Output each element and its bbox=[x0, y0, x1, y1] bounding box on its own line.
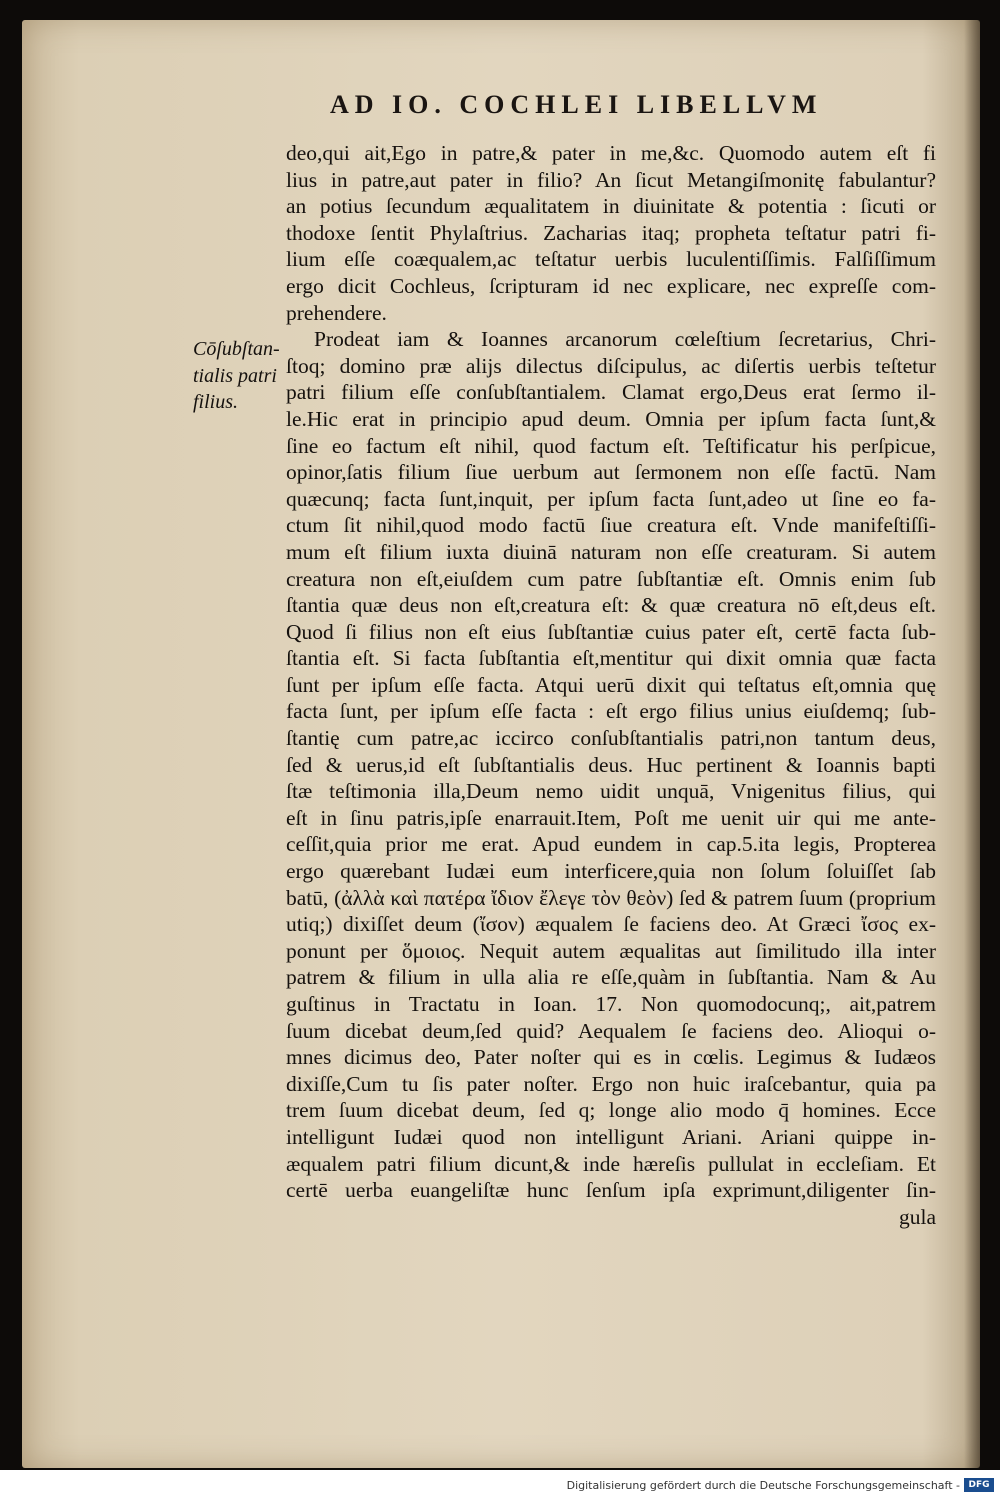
text-line: prehendere. bbox=[286, 300, 387, 325]
text-line: lium eſſe coæqualem,ac teſtatur uerbis luculentiſſimis. Falſiſſimum bbox=[286, 247, 936, 272]
text-line: ſtoq; domino præ aliјs dilectus diſcipulus, ac diſertis uerbis teſtetur bbox=[286, 353, 936, 378]
text-line: ergo dicit Cochleus, ſcripturam id nec explicare, nec expreſſe com- bbox=[286, 273, 936, 298]
text-line: batū, (ἀλλὰ καὶ πατέρα ἴδιον ἔλεγε τὸν θεὸν) ſed & patrem ſuum (proprium bbox=[286, 885, 936, 910]
text-line: trem ſuum dicebat deum, ſed q; longe alio modo q̄ homines. Ecce bbox=[286, 1098, 936, 1123]
text-line: æqualem patri filium dicunt,& inde hæreſis pullulat in eccleſiam. Et bbox=[286, 1151, 936, 1176]
text-line: ponunt per ὅμοιος. Nequit autem æqualitas aut ſimilitudo illa inter bbox=[286, 938, 936, 963]
text-line: ceſſit,quia prior me erat. Apud eundem in cap.5.ita legis, Propterea bbox=[286, 832, 936, 857]
text-line: ſtantię cum patre,ac iccirco conſubſtantialis patri,non tantum deus, bbox=[286, 726, 936, 751]
text-line: ſed & uerus,id eſt ſubſtantialis deus. Huc pertinent & Ioannis bapti bbox=[286, 752, 936, 777]
text-line: lius in patre,aut pater in filio? An ſicut Metangiſmonitę fabulantur? bbox=[286, 167, 936, 192]
text-line: ctum ſit nihil,quod modo factū ſiue creatura eſt. Vnde manifeſtiſſi- bbox=[286, 513, 936, 538]
text-line: patrem & filium in ulla alia re eſſe,quàm in ſubſtantia. Nam & Au bbox=[286, 965, 936, 990]
text-line: patri filium eſſe conſubſtantialem. Clamat ergo,Deus erat ſermo il- bbox=[286, 380, 936, 405]
text-line: quæcunq; facta ſunt,inquit, per ipſum facta ſunt,adeo ut ſine eo fa- bbox=[286, 486, 936, 511]
text-line: ergo quærebant Iudæi eum interficere,quia non ſolum ſoluiſſet ſab bbox=[286, 859, 936, 884]
text-line: le.Hic erat in principio apud deum. Omnia per ipſum facta ſunt,& bbox=[286, 406, 936, 431]
text-line: facta ſunt, per ipſum eſſe facta : eſt ergo filius unius eiuſdemq; ſub- bbox=[286, 699, 936, 724]
running-head: AD IO. COCHLEI LIBELLVM bbox=[330, 90, 823, 119]
margin-note-line: tialis patri bbox=[193, 364, 277, 387]
text-line: mnes dicimus deo, Pater noſter qui es in cœlis. Legimus & Iudæos bbox=[286, 1045, 936, 1070]
footer-credit: Digitalisierung gefördert durch die Deutsche Forschungsgemeinschaft - bbox=[566, 1479, 960, 1492]
text-line: opinor,ſatis filium ſiue uerbum aut ſermonem non eſſe factū. Nam bbox=[286, 460, 936, 485]
margin-note bbox=[193, 336, 283, 416]
text-line: gula bbox=[898, 1204, 936, 1229]
text-line: an potius ſecundum æqualitatem in diuinitate & potentia : ſicuti or bbox=[286, 194, 936, 219]
dfg-logo: DFG bbox=[964, 1478, 994, 1492]
text-line: intelligunt Iudæi quod non intelligunt Ariani. Ariani quippe in- bbox=[286, 1124, 936, 1149]
text-line: creatura non eſt,eiuſdem cum patre ſubſtantiæ eſt. Omnis enim ſub bbox=[286, 566, 936, 591]
text-line: eſt in ſinu patris,ipſe enarrauit.Item, Poſt me uenit uir qui me ante- bbox=[286, 805, 936, 830]
text-line: ſtæ teſtimonia illa,Deum nemo uidit unquā, Vnigenitus filius, qui bbox=[286, 779, 936, 804]
margin-note-line: Cōſubſtan- bbox=[193, 338, 280, 360]
text-line: ſtantia quæ deus non eſt,creatura eſt: & quæ creatura nō eſt,deus eſt. bbox=[286, 593, 936, 618]
page-edge-shadow bbox=[964, 20, 980, 1468]
text-line: utiq;) dixiſſet deum (ἴσον) æqualem ſe faciens deo. At Græci ἴσος ex- bbox=[286, 912, 936, 937]
text-line: ſuum dicebat deum,ſed quid? Aequalem ſe faciens deo. Alioqui o- bbox=[286, 1018, 936, 1043]
text-line: thodoxe ſentit Phylaſtrius. Zacharias itaq; propheta teſtatur patri fi- bbox=[286, 220, 936, 245]
text-line: guſtinus in Tractatu in Ioan. 17. Non quomodocunq;, ait,patrem bbox=[286, 992, 936, 1016]
text-line: ſtantia eſt. Si facta ſubſtantia eſt,mentitur qui dixit omnia quæ facta bbox=[286, 646, 936, 671]
text-line: mum eſt filium iuxta diuinā naturam non eſſe creaturam. Si autem bbox=[286, 539, 936, 564]
text-line: certē uerba euangeliſtæ hunc ſenſum ipſa exprimunt,diligenter ſin- bbox=[286, 1178, 936, 1203]
text-line: deo,qui ait,Ego in patre,& pater in me,&c. Quomodo autem eſt fi bbox=[286, 141, 936, 165]
text-line: Prodeat iam & Ioannes arcanorum cœleſtium ſecretarius, Chri- bbox=[314, 327, 936, 352]
body-text bbox=[286, 140, 936, 1230]
text-line: ſine eo factum eſt nihil, quod factum eſt. Teſtificatur his perſpicue, bbox=[286, 433, 936, 458]
text-line: Quod ſi filius non eſt eius ſubſtantiæ cuius pater eſt, certē facta ſub- bbox=[286, 619, 936, 644]
footer-bar bbox=[0, 1470, 1000, 1502]
text-line: ſunt per ipſum eſſe facta. Atqui uerū dixit qui teſtatus eſt,omnia quę bbox=[286, 672, 936, 697]
margin-note-line: filius. bbox=[193, 391, 239, 414]
text-line: dixiſſe,Cum tu ſis pater noſter. Ergo non huic iraſcebantur, quia pa bbox=[286, 1071, 936, 1096]
